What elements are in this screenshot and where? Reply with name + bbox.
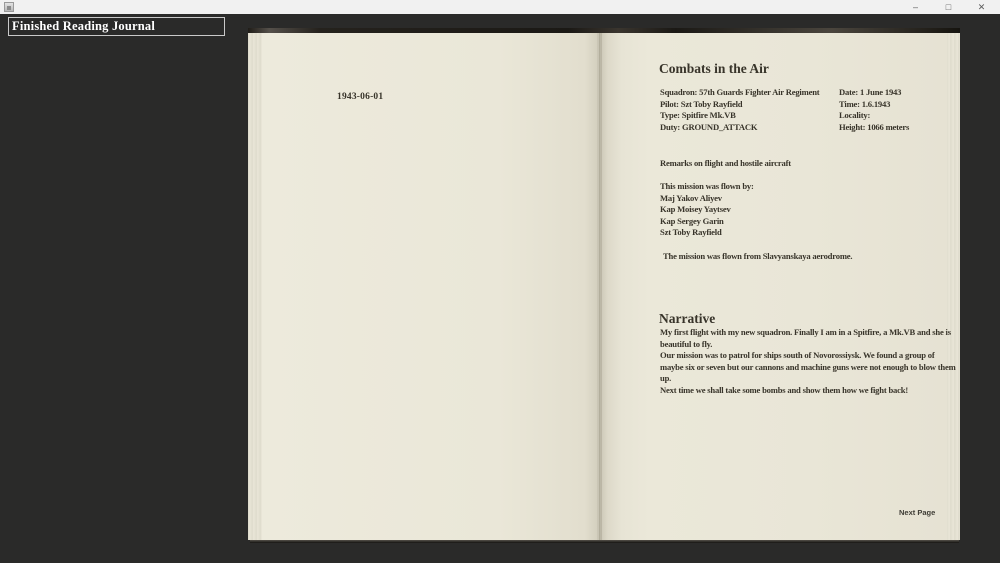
journal-book	[248, 28, 960, 543]
entry-date: 1943-06-01	[337, 92, 384, 102]
book-bottom-edge	[250, 540, 959, 543]
detail-line: Pilot: Szt Toby Rayfield	[660, 98, 743, 109]
detail-line: Height: 1066 meters	[839, 121, 910, 132]
detail-line: Type: Spitfire Mk.VB	[660, 110, 736, 121]
entry-details-left	[660, 87, 819, 133]
flown-by-line: Kap Moisey Yaytsev	[660, 204, 731, 215]
flown-by-list	[660, 181, 754, 239]
aerodrome-note: The mission was flown from Slavyanskaya aerodrome.	[663, 251, 853, 261]
entry-title: Combats in the Air	[659, 61, 769, 76]
finished-reading-journal-button[interactable]: Finished Reading Journal	[8, 17, 225, 36]
left-page	[262, 33, 598, 540]
detail-line: Date: 1 June 1943	[839, 87, 902, 97]
app-content	[0, 14, 1000, 563]
detail-line: Squadron: 57th Guards Fighter Air Regiment	[660, 87, 820, 97]
window-controls	[899, 0, 1000, 14]
page-stack-right	[947, 33, 960, 540]
narrative	[660, 327, 958, 397]
flown-by-line: Kap Sergey Garin	[660, 215, 724, 226]
narrative-paragraph: Our mission was to patrol for ships south of Novorossiysk. We found a group of maybe six or seven but our cannons and machine guns were not enough to blow them up.	[660, 350, 956, 384]
flown-by-line: This mission was flown by:	[660, 181, 754, 191]
flown-by-line: Szt Toby Rayfield	[660, 227, 722, 238]
flown-by-line: Maj Yakov Aliyev	[660, 192, 722, 203]
window-titlebar	[0, 0, 1000, 14]
minimize-button[interactable]: –	[912, 2, 918, 12]
entry-details-right	[839, 87, 909, 133]
next-page-button[interactable]: Next Page	[899, 508, 936, 517]
detail-line: Locality:	[839, 110, 871, 121]
narrative-paragraph: My first flight with my new squadron. Finally I am in a Spitfire, a Mk.VB and she is beautiful to fly.	[660, 327, 951, 349]
page-stack-left	[248, 33, 262, 540]
narrative-paragraph: Next time we shall take some bombs and show them how we fight back!	[660, 384, 908, 395]
maximize-button[interactable]: □	[945, 2, 952, 12]
close-button[interactable]: ✕	[977, 1, 986, 12]
remarks-heading: Remarks on flight and hostile aircraft	[660, 158, 791, 168]
detail-line: Time: 1.6.1943	[839, 98, 891, 109]
app-icon[interactable]	[4, 2, 14, 12]
detail-line: Duty: GROUND_ATTACK	[660, 121, 758, 132]
narrative-heading: Narrative	[659, 311, 716, 326]
book-spine	[597, 33, 602, 540]
